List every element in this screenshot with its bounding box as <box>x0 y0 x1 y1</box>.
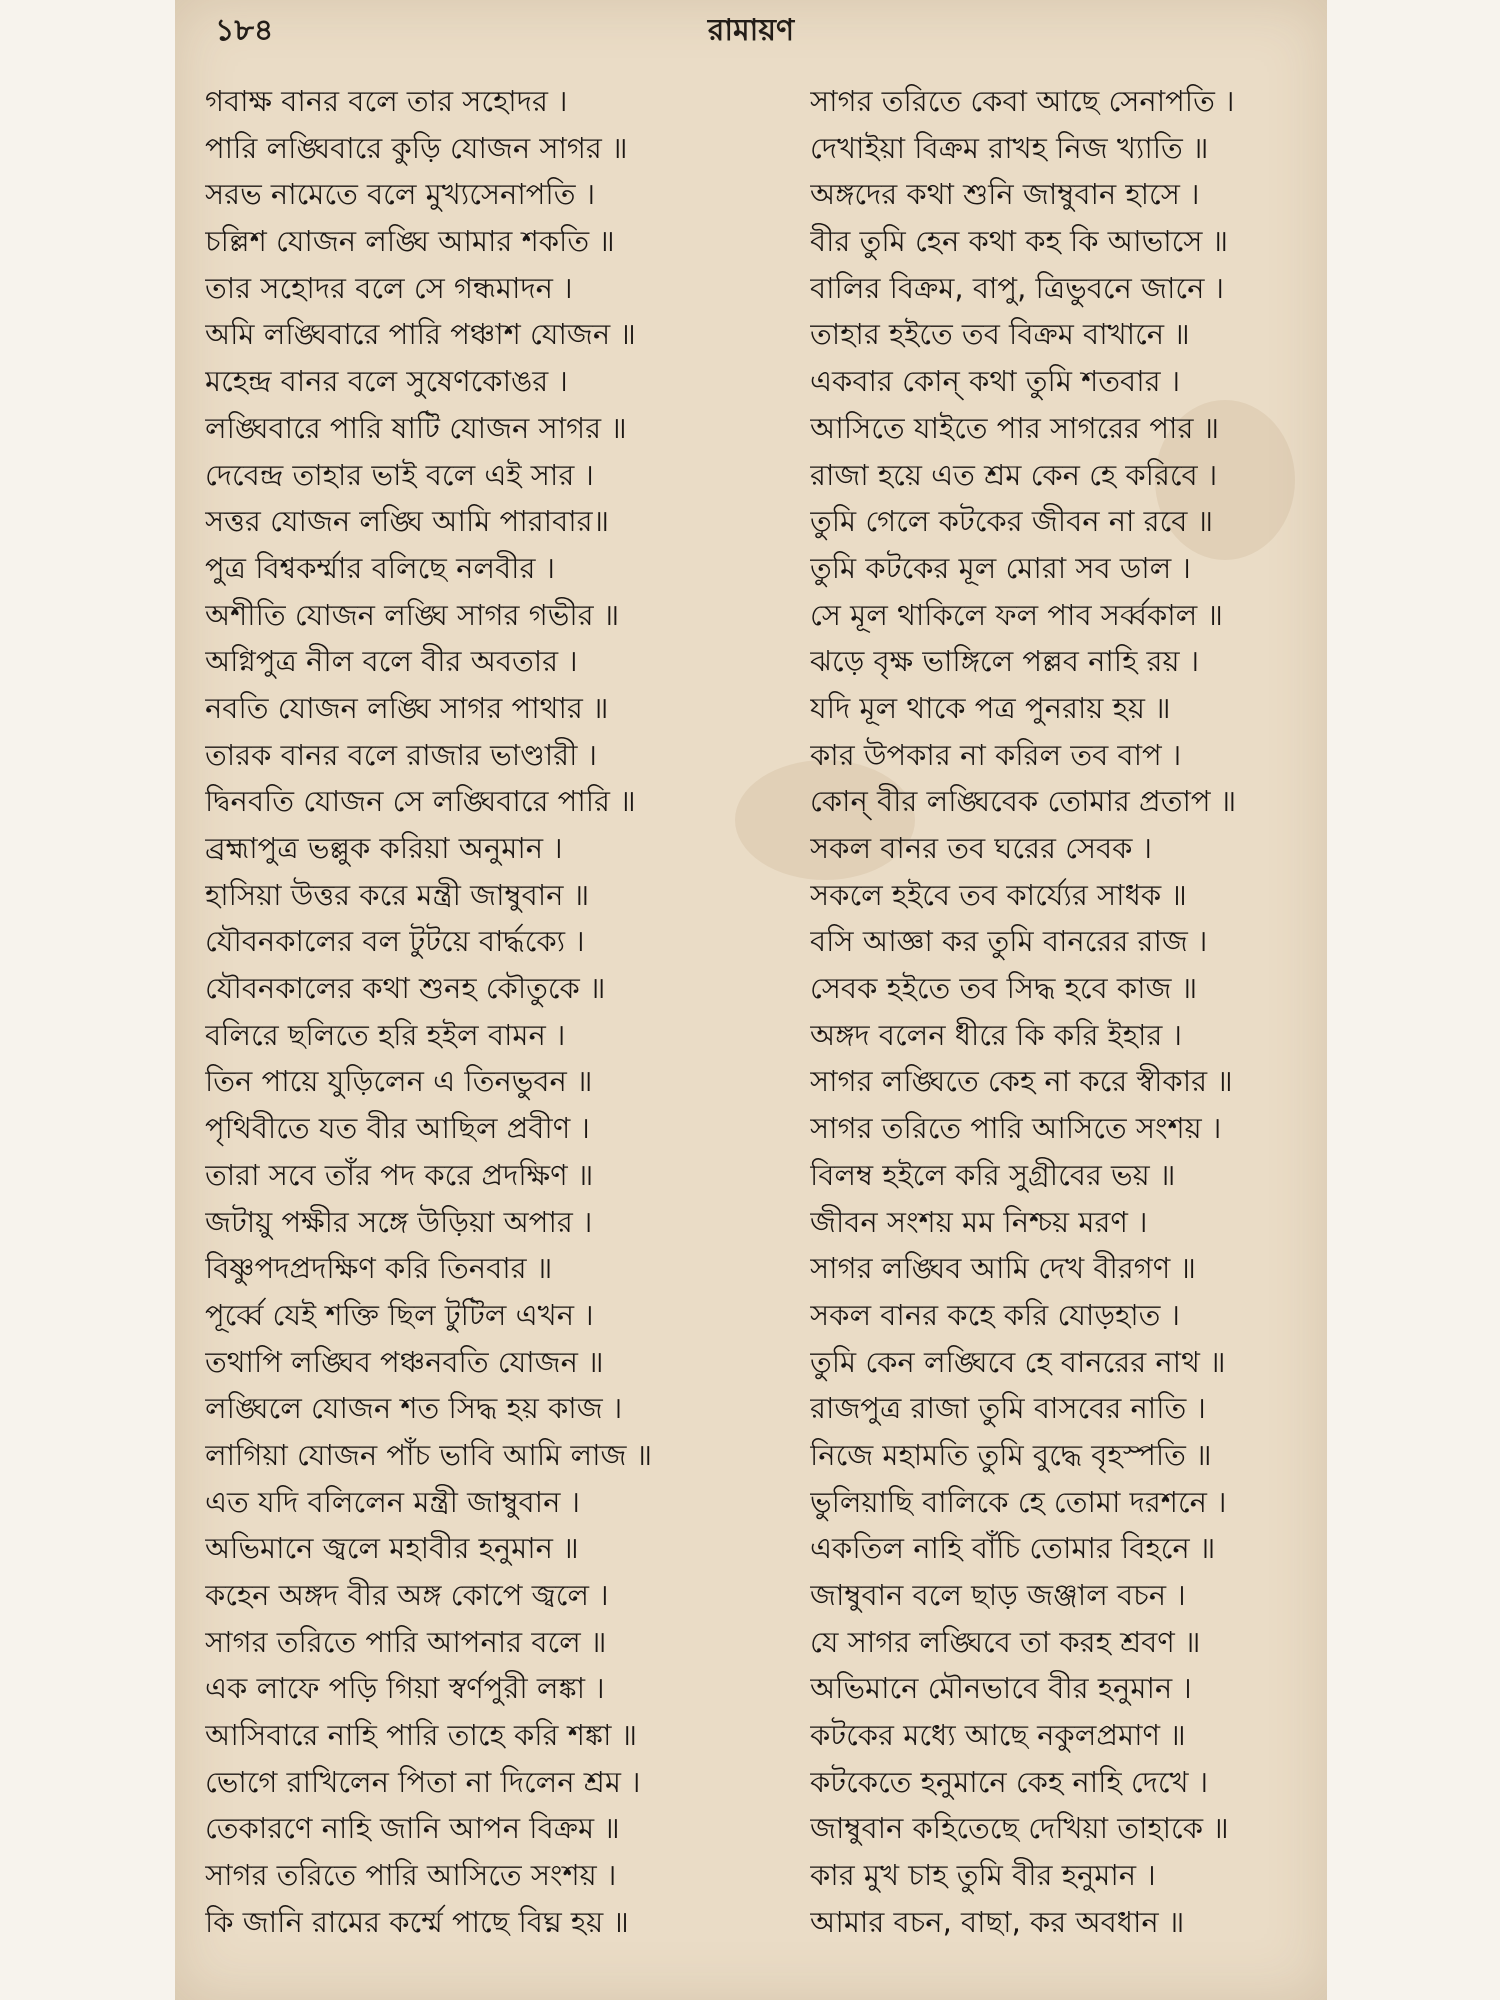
verse-line: ভোগে রাখিলেন পিতা না দিলেন শ্রম । <box>205 1764 641 1799</box>
verse-line: সকলে হইবে তব কার্য্যের সাধক ॥ <box>810 877 1187 912</box>
verse-line: জটায়ু পক্ষীর সঙ্গে উড়িয়া অপার । <box>205 1204 593 1239</box>
verse-line: বিষ্ণুপদপ্রদক্ষিণ করি তিনবার ॥ <box>205 1251 553 1286</box>
verse-line: দ্বিনবতি যোজন সে লঙ্ঘিবারে পারি ॥ <box>205 784 636 819</box>
verse-line: দেবেন্দ্র তাহার ভাই বলে এই সার । <box>205 457 594 492</box>
verse-line: আসিবারে নাহি পারি তাহে করি শঙ্কা ॥ <box>205 1718 638 1753</box>
verse-line: কটকেতে হনুমানে কেহ নাহি দেখে । <box>810 1764 1209 1799</box>
verse-line: পারি লঙ্ঘিবারে কুড়ি যোজন সাগর ॥ <box>205 130 628 165</box>
verse-line: সাগর লঙ্ঘিব আমি দেখ বীরগণ ॥ <box>810 1251 1196 1286</box>
right-verse-column <box>810 78 1327 1946</box>
verse-line: তিন পায়ে যুড়িলেন এ তিনভুবন ॥ <box>205 1064 593 1099</box>
verse-line: সত্তর যোজন লঙ্ঘি আমি পারাবার॥ <box>205 504 609 539</box>
verse-line: হাসিয়া উত্তর করে মন্ত্রী জাম্বুবান ॥ <box>205 877 590 912</box>
verse-line: সাগর তরিতে পারি আসিতে সংশয় । <box>810 1111 1222 1146</box>
verse-line: অঙ্গদের কথা শুনি জাম্বুবান হাসে । <box>810 177 1200 212</box>
verse-line: অভিমানে জ্বলে মহাবীর হনুমান ॥ <box>205 1531 579 1566</box>
verse-line: তাহার হইতে তব বিক্রম বাখানে ॥ <box>810 317 1190 352</box>
verse-line: আমার বচন, বাছা, কর অবধান ॥ <box>810 1904 1185 1939</box>
verse-line: কার মুখ চাহ তুমি বীর হনুমান । <box>810 1858 1156 1893</box>
verse-line: এক লাফে পড়ি গিয়া স্বর্ণপুরী লঙ্কা । <box>205 1671 605 1706</box>
verse-line: জাম্বুবান বলে ছাড় জঞ্জাল বচন । <box>810 1578 1186 1612</box>
verse-line: কার উপকার না করিল তব বাপ । <box>810 737 1182 772</box>
verse-line: তেকারণে নাহি জানি আপন বিক্রম ॥ <box>205 1811 620 1846</box>
verse-line: যৌবনকালের বল টুটয়ে বার্দ্ধক্যে । <box>205 924 585 959</box>
verse-line: এত যদি বলিলেন মন্ত্রী জাম্বুবান । <box>205 1484 580 1519</box>
verse-line: মহেন্দ্র বানর বলে সুষেণকোঙর । <box>205 364 568 399</box>
verse-line: দেখাইয়া বিক্রম রাখহ নিজ খ্যাতি ॥ <box>810 130 1209 165</box>
verse-line: পৃথিবীতে যত বীর আছিল প্রবীণ । <box>205 1111 590 1146</box>
verse-line: একতিল নাহি বাঁচি তোমার বিহনে ॥ <box>810 1531 1216 1566</box>
verse-line: নবতি যোজন লঙ্ঘি সাগর পাথার ॥ <box>205 690 609 725</box>
verse-line: কোন্ বীর লঙ্ঘিবেক তোমার প্রতাপ ॥ <box>810 784 1237 819</box>
verse-line: বালির বিক্রম, বাপু, ত্রিভুবনে জানে । <box>810 270 1224 305</box>
verse-line: কি জানি রামের কর্ম্মে পাছে বিঘ্ন হয় ॥ <box>205 1904 629 1939</box>
verse-line: তুমি গেলে কটকের জীবন না রবে ॥ <box>810 504 1214 539</box>
verse-line: সরভ নামেতে বলে মুখ্যসেনাপতি । <box>205 177 596 212</box>
verse-line: সাগর তরিতে পারি আসিতে সংশয় । <box>205 1858 617 1893</box>
verse-line: সকল বানর কহে করি যোড়হাত । <box>810 1297 1181 1332</box>
running-title: রামায়ণ <box>707 13 795 48</box>
verse-line: জীবন সংশয় মম নিশ্চয় মরণ । <box>810 1204 1148 1239</box>
verse-line: যদি মূল থাকে পত্র পুনরায় হয় ॥ <box>810 690 1171 725</box>
verse-line: তার সহোদর বলে সে গন্ধমাদন । <box>205 270 573 305</box>
verse-line: বীর তুমি হেন কথা কহ কি আভাসে ॥ <box>810 224 1229 259</box>
verse-line: একবার কোন্ কথা তুমি শতবার । <box>810 364 1181 399</box>
verse-line: তুমি কেন লঙ্ঘিবে হে বানরের নাথ ॥ <box>810 1344 1226 1379</box>
verse-line: অশীতি যোজন লঙ্ঘি সাগর গভীর ॥ <box>205 597 620 632</box>
verse-line: যৌবনকালের কথা শুনহ কৌতুকে ॥ <box>205 971 606 1006</box>
verse-line: বিলম্ব হইলে করি সুগ্রীবের ভয় ॥ <box>810 1157 1176 1192</box>
verse-line: আসিতে যাইতে পার সাগরের পার ॥ <box>810 410 1220 445</box>
verse-line: লাগিয়া যোজন পাঁচ ভাবি আমি লাজ ॥ <box>205 1437 653 1472</box>
verse-line: সকল বানর তব ঘরের সেবক । <box>810 831 1153 865</box>
verse-line: লঙ্ঘিলে যোজন শত সিদ্ধ হয় কাজ । <box>205 1391 623 1426</box>
verse-line: সাগর তরিতে পারি আপনার বলে ॥ <box>205 1624 607 1659</box>
verse-line: রাজপুত্র রাজা তুমি বাসবের নাতি । <box>810 1391 1206 1426</box>
verse-line: বসি আজ্ঞা কর তুমি বানরের রাজ । <box>810 924 1208 959</box>
verse-line: ব্রহ্মাপুত্র ভল্লুক করিয়া অনুমান । <box>205 831 563 865</box>
verse-line: সেবক হইতে তব সিদ্ধ হবে কাজ ॥ <box>810 971 1198 1006</box>
verse-line: নিজে মহামতি তুমি বুদ্ধে বৃহস্পতি ॥ <box>810 1437 1212 1472</box>
verse-line: সাগর লঙ্ঘিতে কেহ না করে স্বীকার ॥ <box>810 1064 1233 1099</box>
verse-line: সাগর তরিতে কেবা আছে সেনাপতি । <box>810 84 1235 118</box>
verse-line: তুমি কটকের মূল মোরা সব ডাল । <box>810 550 1191 585</box>
page-header <box>175 0 1327 60</box>
verse-line: কটকের মধ্যে আছে নকুলপ্রমাণ ॥ <box>810 1718 1186 1753</box>
page-number: ১৮৪ <box>215 13 274 48</box>
verse-line: গবাক্ষ বানর বলে তার সহোদর । <box>205 84 568 118</box>
verse-line: যে সাগর লঙ্ঘিবে তা করহ শ্রবণ ॥ <box>810 1624 1201 1659</box>
verse-line: লঙ্ঘিবারে পারি ষাটি যোজন সাগর ॥ <box>205 410 627 445</box>
verse-line: পুত্র বিশ্বকর্ম্মার বলিছে নলবীর । <box>205 550 555 585</box>
verse-line: কহেন অঙ্গদ বীর অঙ্গ কোপে জ্বলে । <box>205 1578 609 1612</box>
verse-line: তারা সবে তাঁর পদ করে প্রদক্ষিণ ॥ <box>205 1157 594 1192</box>
verse-line: পূর্ব্বে যেই শক্তি ছিল টুটিল এখন । <box>205 1297 594 1332</box>
verse-line: জাম্বুবান কহিতেছে দেখিয়া তাহাকে ॥ <box>810 1811 1229 1846</box>
verse-line: বলিরে ছলিতে হরি হইল বামন । <box>205 1017 566 1052</box>
verse-line: ঝড়ে বৃক্ষ ভাঙ্গিলে পল্লব নাহি রয় । <box>810 644 1200 679</box>
verse-line: চল্লিশ যোজন লঙ্ঘি আমার শকতি ॥ <box>205 224 615 259</box>
verse-line: অগ্নিপুত্র নীল বলে বীর অবতার । <box>205 644 578 679</box>
verse-line: অমি লঙ্ঘিবারে পারি পঞ্চাশ যোজন ॥ <box>205 317 636 352</box>
verse-line: রাজা হয়ে এত শ্রম কেন হে করিবে । <box>810 457 1218 492</box>
verse-line: তথাপি লঙ্ঘিব পঞ্চনবতি যোজন ॥ <box>205 1344 604 1379</box>
verse-line: অভিমানে মৌনভাবে বীর হনুমান । <box>810 1671 1192 1706</box>
verse-line: ভুলিয়াছি বালিকে হে তোমা দরশনে । <box>810 1484 1227 1519</box>
verse-line: অঙ্গদ বলেন ধীরে কি করি ইহার । <box>810 1017 1182 1052</box>
book-page <box>175 0 1327 2000</box>
verse-line: সে মূল থাকিলে ফল পাব সর্ব্বকাল ॥ <box>810 597 1223 632</box>
left-verse-column <box>205 78 725 1946</box>
verse-line: তারক বানর বলে রাজার ভাণ্ডারী । <box>205 737 598 772</box>
